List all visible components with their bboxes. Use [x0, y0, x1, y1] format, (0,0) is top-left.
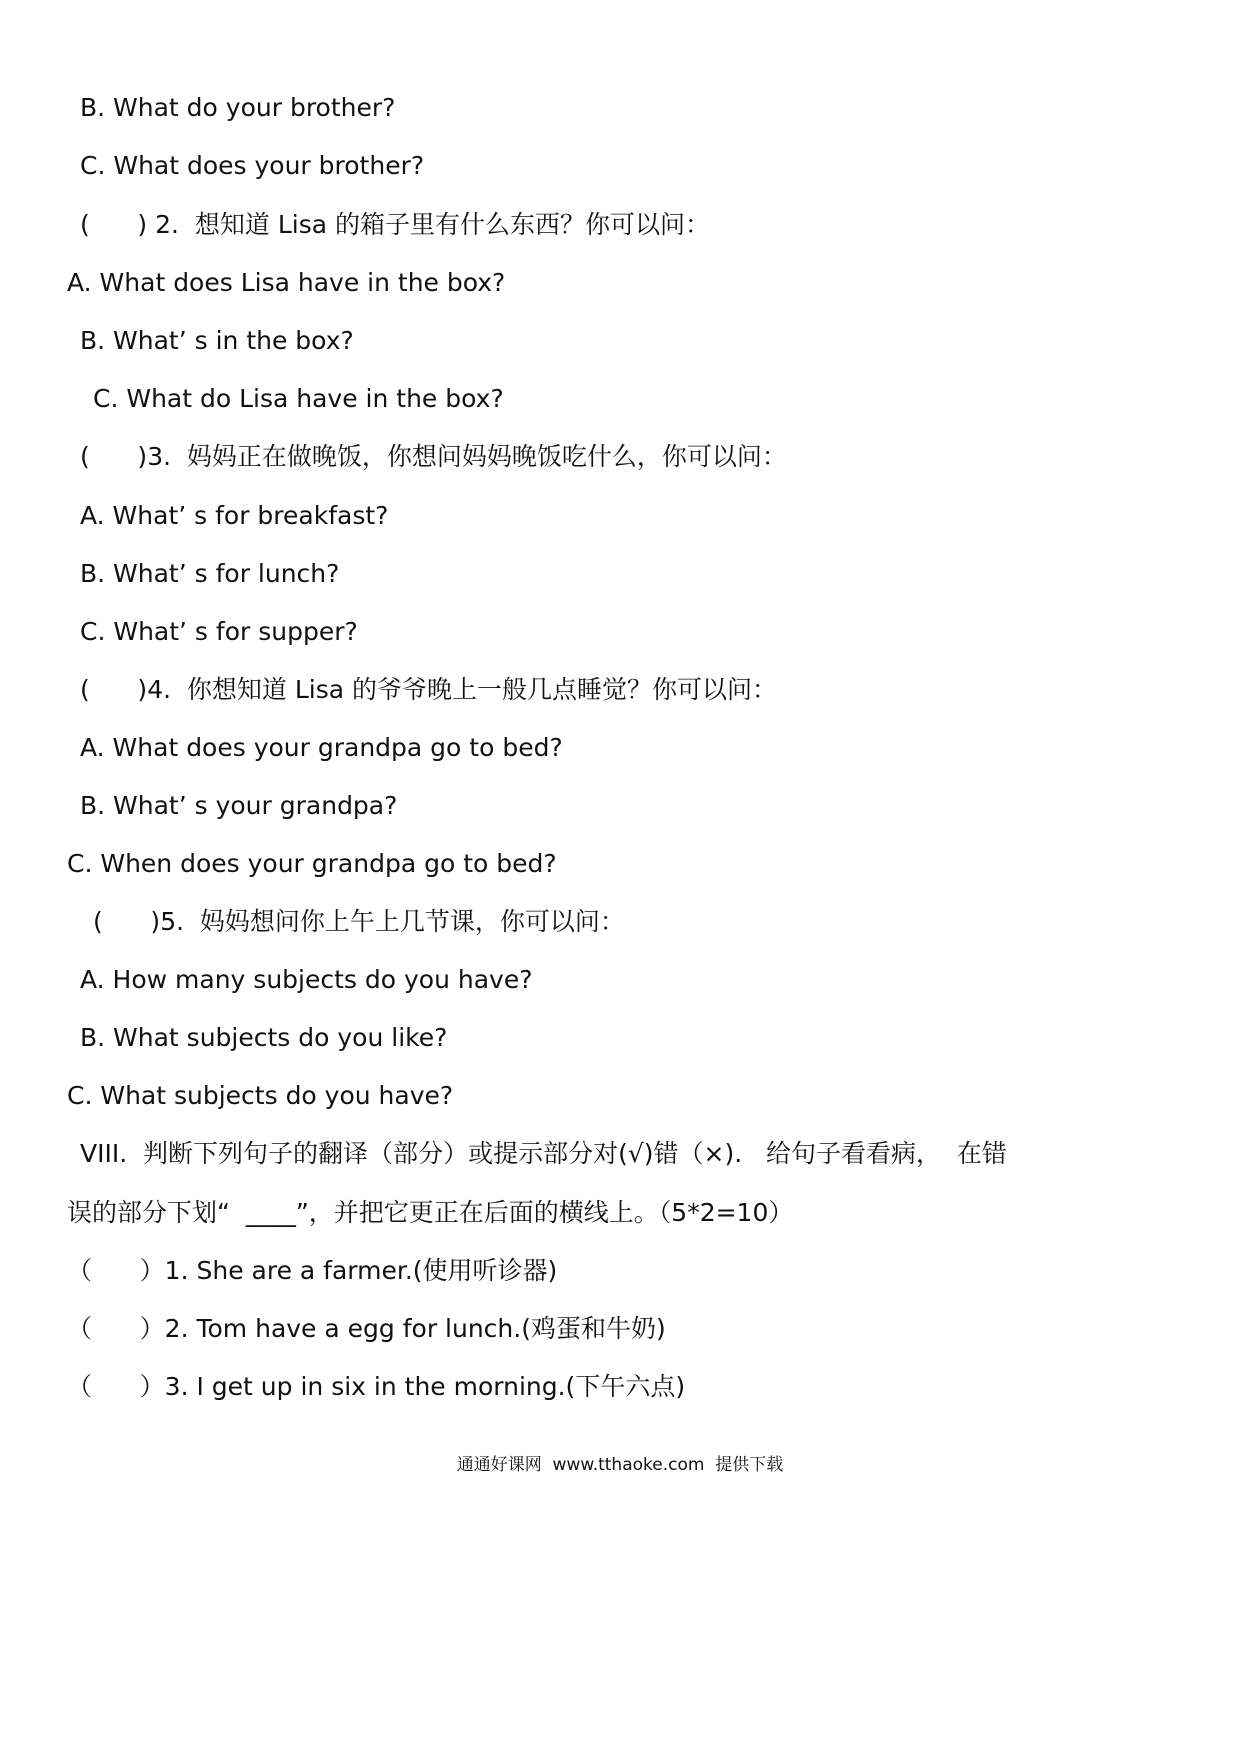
section-viii-heading: VIII. 判断下列句子的翻译（部分）或提示部分对(√)错（×). 给句子看看病， 在错	[80, 1139, 1007, 1168]
page-footer: 通通好课网 www.tthaoke.com 提供下载	[456, 1455, 784, 1475]
viii-item-2: （ ）2. Tom have a egg for lunch.(鸡蛋和牛奶)	[67, 1314, 666, 1343]
q3-option-c: C. What’ s for supper?	[80, 617, 358, 646]
q4-option-c: C. When does your grandpa go to bed?	[67, 849, 557, 878]
q5-option-a: A. How many subjects do you have?	[80, 965, 533, 994]
q3-option-b: B. What’ s for lunch?	[80, 559, 340, 588]
q2-option-a: A. What does Lisa have in the box?	[67, 268, 506, 297]
viii-item-3: （ ）3. I get up in six in the morning.(下午六点)	[67, 1372, 686, 1401]
q4-option-a: A. What does your grandpa go to bed?	[80, 733, 563, 762]
q1-option-c: C. What does your brother?	[80, 151, 425, 180]
q2-option-c: C. What do Lisa have in the box?	[93, 384, 504, 413]
q5-option-b: B. What subjects do you like?	[80, 1023, 448, 1052]
section-viii-heading-cont: 误的部分下划“ ____”，并把它更正在后面的横线上。（5*2=10）	[67, 1198, 794, 1227]
q5-question: ( )5. 妈妈想问你上午上几节课，你可以问：	[93, 907, 625, 936]
viii-item-1: （ ）1. She are a farmer.(使用听诊器)	[67, 1256, 558, 1285]
q5-option-c: C. What subjects do you have?	[67, 1081, 454, 1110]
q3-option-a: A. What’ s for breakfast?	[80, 501, 389, 530]
q2-question: ( ) 2. 想知道 Lisa 的箱子里有什么东西？你可以问：	[80, 210, 710, 239]
q2-option-b: B. What’ s in the box?	[80, 326, 354, 355]
q1-option-b: B. What do your brother?	[80, 93, 396, 122]
q4-question: ( )4. 你想知道 Lisa 的爷爷晚上一般几点睡觉？你可以问：	[80, 675, 778, 704]
q3-question: ( )3. 妈妈正在做晚饭，你想问妈妈晚饭吃什么，你可以问：	[80, 442, 787, 471]
q4-option-b: B. What’ s your grandpa?	[80, 791, 398, 820]
